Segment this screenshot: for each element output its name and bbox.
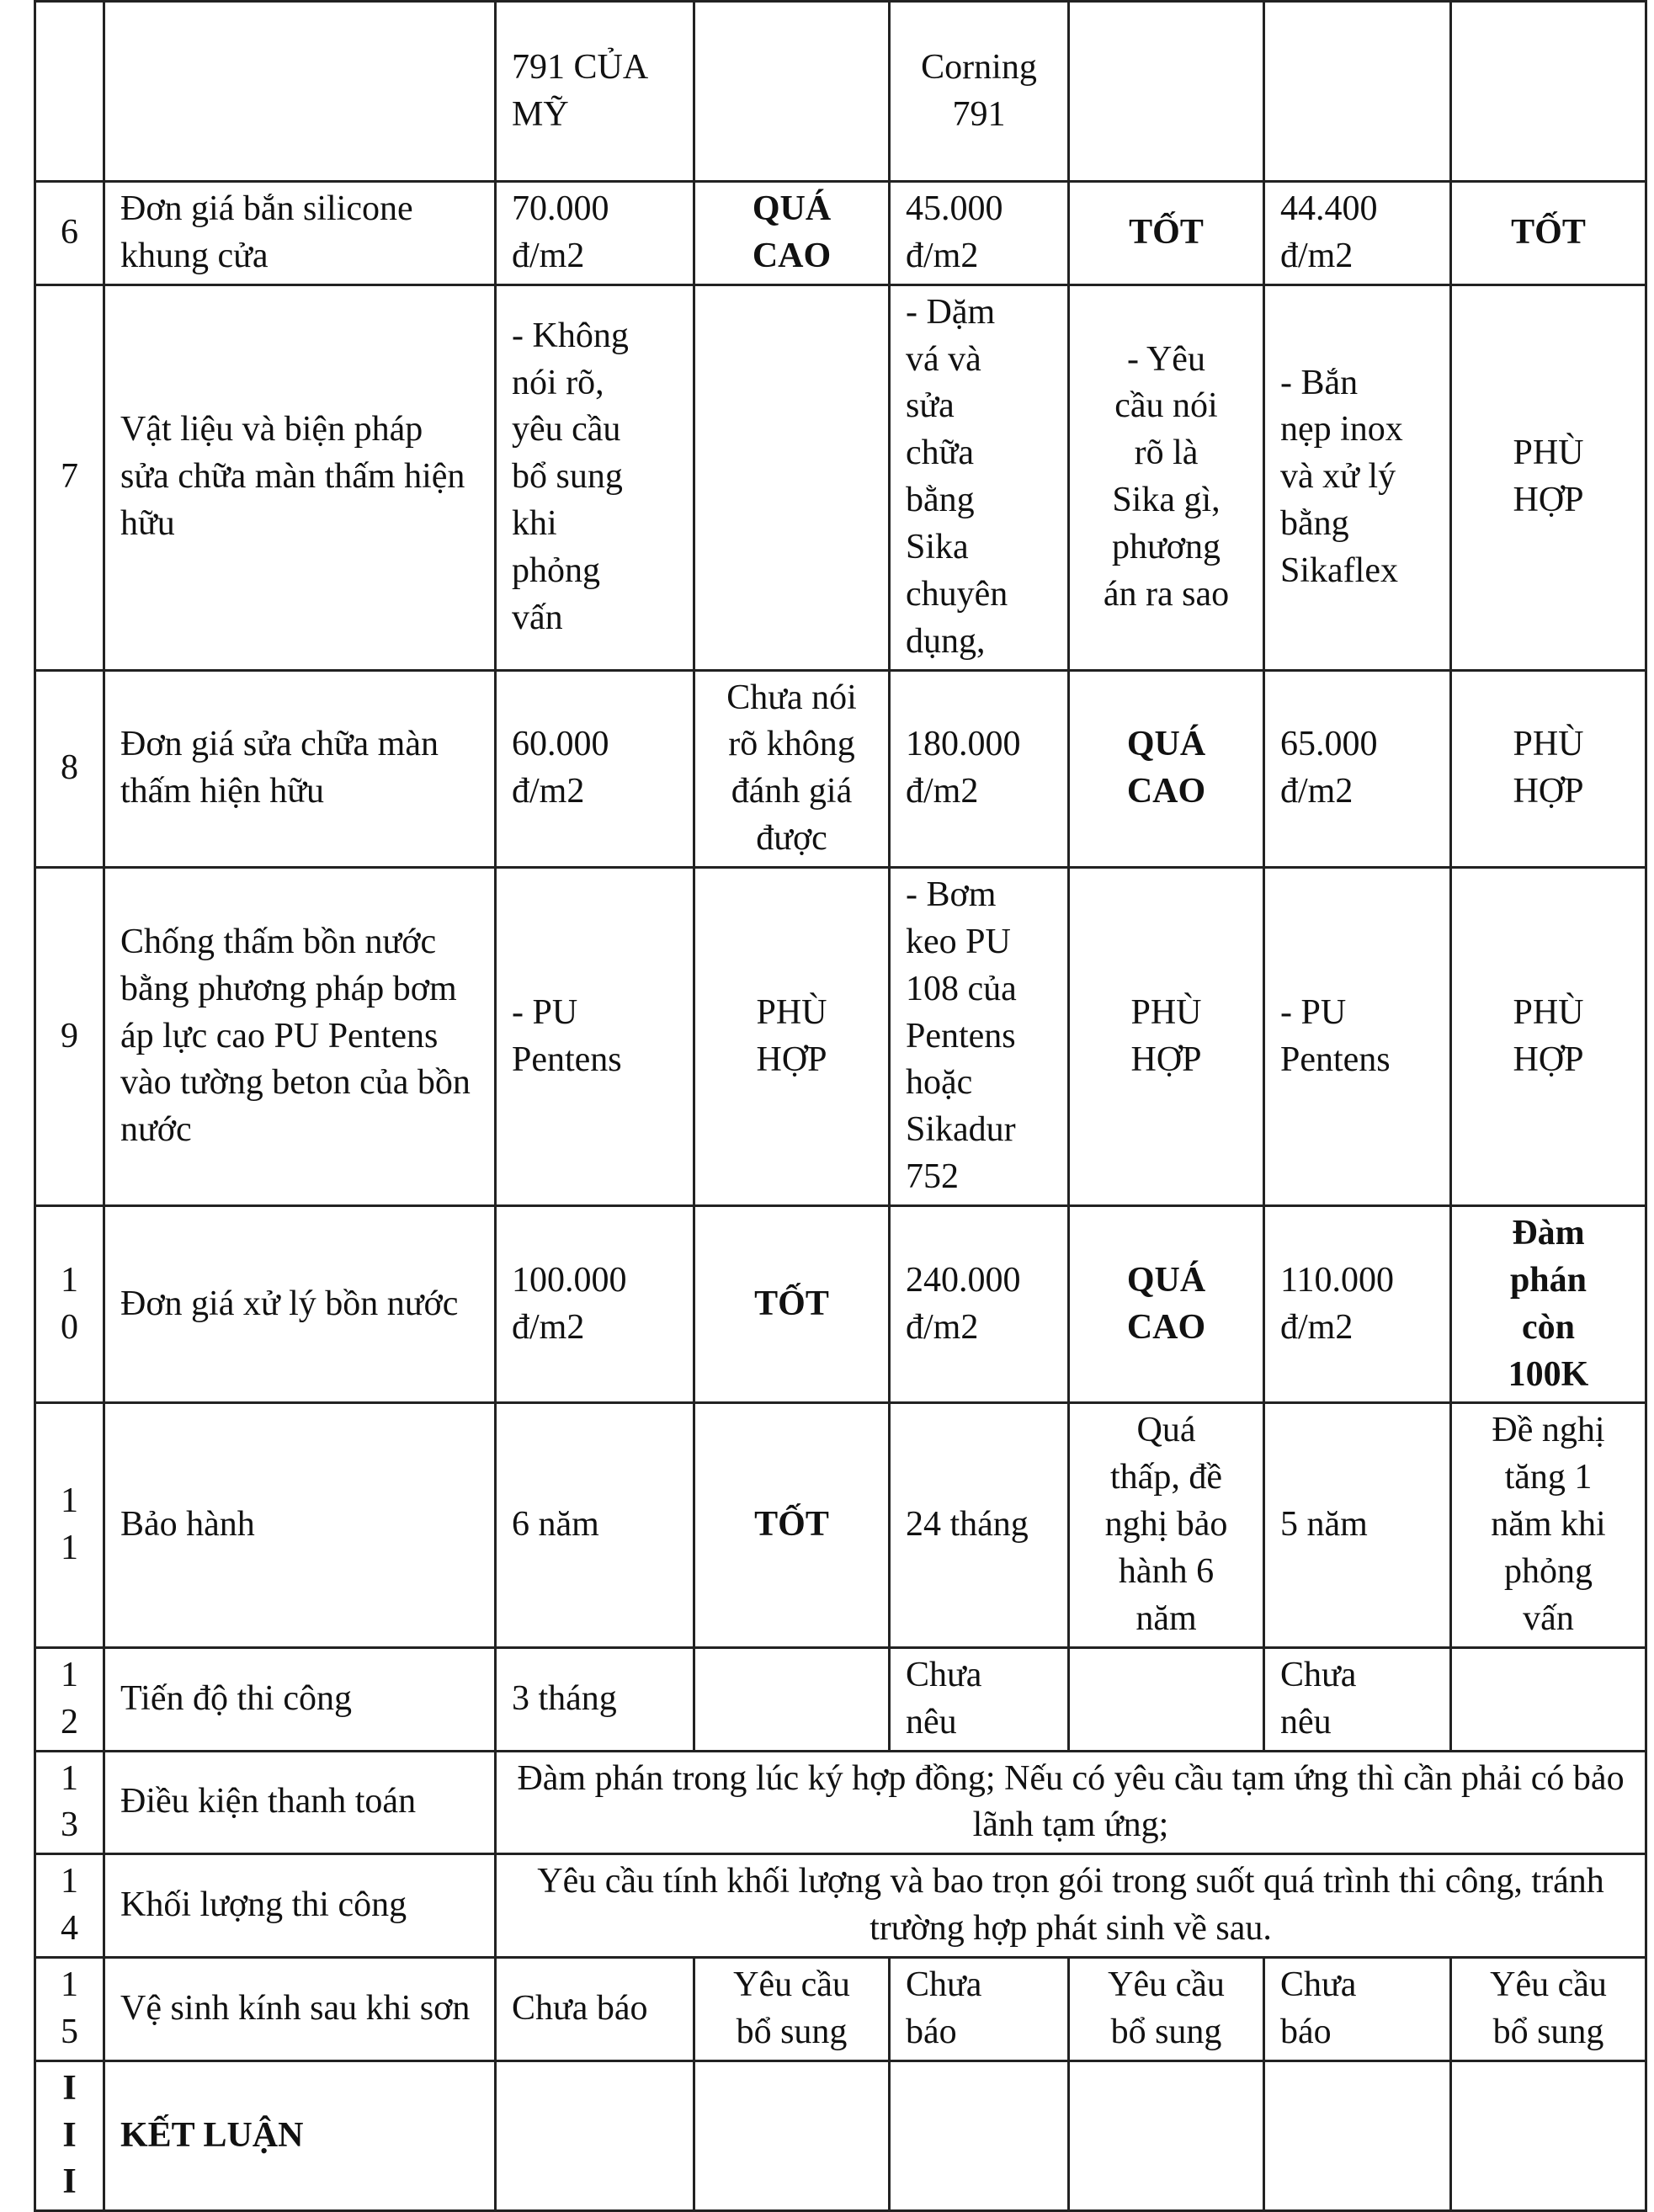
- section-number: I I I: [35, 2060, 104, 2211]
- contractor-1-value: 60.000 đ/m2: [496, 670, 694, 867]
- contractor-1-value: 791 CỦA MỸ: [496, 2, 694, 182]
- contractor-2-evaluation: [1069, 1647, 1264, 1751]
- contractor-2-value: 45.000 đ/m2: [890, 182, 1069, 285]
- contractor-2-value: Chưa báo: [890, 1957, 1069, 2060]
- contractor-1-evaluation: PHÙ HỢP: [694, 868, 890, 1206]
- contractor-3-value: - PU Pentens: [1264, 868, 1451, 1206]
- row-number: 9: [35, 868, 104, 1206]
- contractor-1-value: - PU Pentens: [496, 868, 694, 1206]
- table-row: [35, 670, 1646, 867]
- contractor-1-value: Chưa báo: [496, 1957, 694, 2060]
- contractor-3-value: Chưa nêu: [1264, 1647, 1451, 1751]
- criteria-cell: Khối lượng thi công: [104, 1854, 496, 1958]
- contractor-2-evaluation: TỐT: [1069, 182, 1264, 285]
- contractor-3-evaluation: Đề nghị tăng 1 năm khi phỏng vấn: [1451, 1403, 1646, 1647]
- contractor-3-evaluation: TỐT: [1451, 182, 1646, 285]
- contractor-3-evaluation: PHÙ HỢP: [1451, 868, 1646, 1206]
- row-number: 8: [35, 670, 104, 867]
- contractor-3-evaluation: Đàm phán còn 100K: [1451, 1206, 1646, 1403]
- contractor-3-value: 5 năm: [1264, 1403, 1451, 1647]
- contractor-2-evaluation: [1069, 2, 1264, 182]
- criteria-cell: Tiến độ thi công: [104, 1647, 496, 1751]
- row-number: 1 3: [35, 1751, 104, 1854]
- contractor-3-value: [1264, 2060, 1451, 2211]
- contractor-1-evaluation: TỐT: [694, 1403, 890, 1647]
- contractor-3-value: 44.400 đ/m2: [1264, 182, 1451, 285]
- row-number: 6: [35, 182, 104, 285]
- contractor-1-value: 6 năm: [496, 1403, 694, 1647]
- table-row: [35, 1854, 1646, 1958]
- row-number: 1 0: [35, 1206, 104, 1403]
- row-number: 1 5: [35, 1957, 104, 2060]
- contractor-1-evaluation: [694, 2060, 890, 2211]
- contractor-2-evaluation: Yêu cầu bổ sung: [1069, 1957, 1264, 2060]
- contractor-3-evaluation: [1451, 2060, 1646, 2211]
- table-row: [35, 182, 1646, 285]
- contractor-3-value: [1264, 2, 1451, 182]
- evaluation-table: [34, 0, 1647, 2212]
- contractor-3-value: - Bắn nẹp inox và xử lý bằng Sikaflex: [1264, 284, 1451, 670]
- table-row: [35, 2, 1646, 182]
- contractor-3-evaluation: PHÙ HỢP: [1451, 284, 1646, 670]
- row-number: 1 2: [35, 1647, 104, 1751]
- contractor-1-evaluation: QUÁ CAO: [694, 182, 890, 285]
- criteria-cell: Điều kiện thanh toán: [104, 1751, 496, 1854]
- table-row: [35, 1647, 1646, 1751]
- contractor-3-value: 110.000 đ/m2: [1264, 1206, 1451, 1403]
- row-number: 1 4: [35, 1854, 104, 1958]
- criteria-cell: [104, 2, 496, 182]
- table-row: [35, 2060, 1646, 2211]
- contractor-2-value: - Dặm vá và sửa chữa bằng Sika chuyên dụng,: [890, 284, 1069, 670]
- criteria-cell: Bảo hành: [104, 1403, 496, 1647]
- table-row: [35, 284, 1646, 670]
- criteria-cell: Vật liệu và biện pháp sửa chữa màn thấm hiện hữu: [104, 284, 496, 670]
- contractor-1-evaluation: Chưa nói rõ không đánh giá được: [694, 670, 890, 867]
- row-number: [35, 2, 104, 182]
- contractor-3-evaluation: Yêu cầu bổ sung: [1451, 1957, 1646, 2060]
- merged-note-cell: Yêu cầu tính khối lượng và bao trọn gói trong suốt quá trình thi công, tránh trường hợp phát sinh về sau.: [496, 1854, 1646, 1958]
- contractor-2-evaluation: Quá thấp, đề nghị bảo hành 6 năm: [1069, 1403, 1264, 1647]
- criteria-cell: Chống thấm bồn nước bằng phương pháp bơm áp lực cao PU Pentens vào tường beton của bồn nước: [104, 868, 496, 1206]
- contractor-3-value: Chưa báo: [1264, 1957, 1451, 2060]
- contractor-1-value: - Không nói rõ, yêu cầu bổ sung khi phỏng vấn: [496, 284, 694, 670]
- contractor-2-evaluation: [1069, 2060, 1264, 2211]
- table-row: [35, 1957, 1646, 2060]
- criteria-cell: Đơn giá bắn silicone khung cửa: [104, 182, 496, 285]
- section-title: KẾT LUẬN: [104, 2060, 496, 2211]
- contractor-3-evaluation: PHÙ HỢP: [1451, 670, 1646, 867]
- criteria-cell: Vệ sinh kính sau khi sơn: [104, 1957, 496, 2060]
- table-row: [35, 868, 1646, 1206]
- contractor-2-value: - Bơm keo PU 108 của Pentens hoặc Sikadur 752: [890, 868, 1069, 1206]
- contractor-1-evaluation: TỐT: [694, 1206, 890, 1403]
- contractor-1-evaluation: [694, 284, 890, 670]
- contractor-2-value: Chưa nêu: [890, 1647, 1069, 1751]
- contractor-1-evaluation: [694, 2, 890, 182]
- contractor-1-evaluation: Yêu cầu bổ sung: [694, 1957, 890, 2060]
- merged-note-cell: Đàm phán trong lúc ký hợp đồng; Nếu có yêu cầu tạm ứng thì cần phải có bảo lãnh tạm ứng;: [496, 1751, 1646, 1854]
- contractor-1-value: 3 tháng: [496, 1647, 694, 1751]
- contractor-2-evaluation: PHÙ HỢP: [1069, 868, 1264, 1206]
- contractor-3-value: 65.000 đ/m2: [1264, 670, 1451, 867]
- contractor-2-value: Corning 791: [890, 2, 1069, 182]
- contractor-2-value: [890, 2060, 1069, 2211]
- contractor-1-evaluation: [694, 1647, 890, 1751]
- contractor-3-evaluation: [1451, 1647, 1646, 1751]
- table-row: [35, 1751, 1646, 1854]
- table-row: [35, 1206, 1646, 1403]
- row-number: 1 1: [35, 1403, 104, 1647]
- contractor-1-value: [496, 2060, 694, 2211]
- contractor-2-value: 240.000 đ/m2: [890, 1206, 1069, 1403]
- contractor-2-value: 24 tháng: [890, 1403, 1069, 1647]
- contractor-1-value: 70.000 đ/m2: [496, 182, 694, 285]
- contractor-2-evaluation: QUÁ CAO: [1069, 670, 1264, 867]
- contractor-2-evaluation: - Yêu cầu nói rõ là Sika gì, phương án ra sao: [1069, 284, 1264, 670]
- row-number: 7: [35, 284, 104, 670]
- contractor-2-evaluation: QUÁ CAO: [1069, 1206, 1264, 1403]
- criteria-cell: Đơn giá xử lý bồn nước: [104, 1206, 496, 1403]
- table-row: [35, 1403, 1646, 1647]
- contractor-3-evaluation: [1451, 2, 1646, 182]
- contractor-1-value: 100.000 đ/m2: [496, 1206, 694, 1403]
- criteria-cell: Đơn giá sửa chữa màn thấm hiện hữu: [104, 670, 496, 867]
- contractor-2-value: 180.000 đ/m2: [890, 670, 1069, 867]
